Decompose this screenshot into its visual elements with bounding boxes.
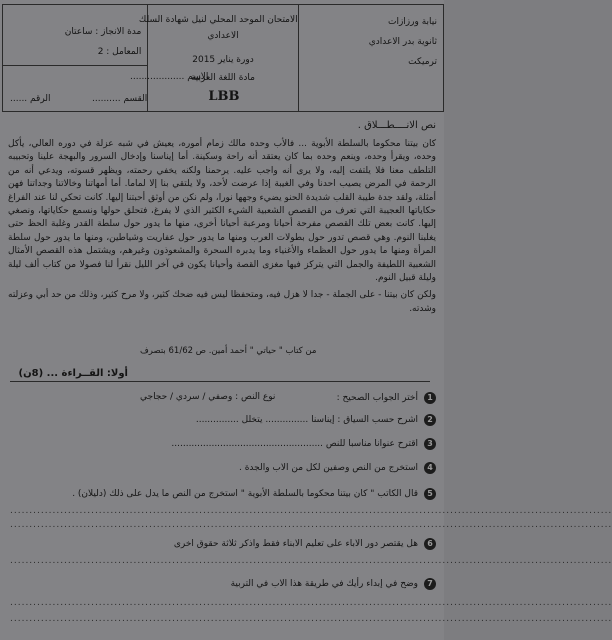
section-divider: [10, 381, 430, 382]
question-1-options[interactable]: نوع النص : وصفي / سردي / حجاجي: [140, 392, 276, 402]
exam-subject: مادة اللغة العربية: [191, 73, 255, 83]
question-number-1: 1: [424, 392, 436, 404]
question-number-6: 6: [424, 538, 436, 550]
reading-passage: [8, 138, 436, 320]
question-3-text: اقترح عنوانا مناسبا للنص .....................................................: [171, 439, 418, 449]
reading-section-title: أولا: القــراءة ... (8ن): [18, 368, 128, 379]
question-1-text: أختر الجواب الصحيح :: [336, 393, 418, 403]
exam-duration: مدة الانجاز : ساعتان: [64, 27, 142, 37]
question-number-2: 2: [424, 414, 436, 426]
town-name: ترميكت: [408, 57, 437, 67]
student-name-field[interactable]: الاسم ...................: [130, 72, 209, 82]
question-1: [337, 392, 436, 404]
student-class-field[interactable]: القسم ..........: [92, 94, 148, 104]
question-3: [171, 438, 436, 450]
question-4-text: استخرج من النص وصفين لكل من الاب والجدة .: [239, 463, 418, 473]
passage-source: من كتاب " حياتي " أحمد أمين. ص 61/62 بتصرف: [140, 346, 317, 356]
header-center-column: [138, 5, 298, 111]
header-divider: [3, 65, 147, 66]
question-6-text: هل يقتصر دور الاباء على تعليم الابناء فقط واذكر ثلاثة حقوق اخرى: [173, 539, 418, 549]
exam-title: الامتحان الموحد المحلي لنيل شهادة السلك: [138, 15, 298, 25]
answer-line-7b[interactable]: ............................................................................................................................................................: [10, 614, 612, 624]
handwritten-mark: LBB: [208, 89, 240, 104]
exam-header: [2, 4, 444, 112]
answer-line-5a[interactable]: ............................................................................................................................................................: [10, 506, 612, 516]
answer-line-7a[interactable]: ............................................................................................................................................................: [10, 598, 612, 608]
text-title: نص الانــــطـــلاق .: [357, 120, 436, 131]
exam-coefficient: المعامل : 2: [97, 47, 142, 57]
question-number-7: 7: [424, 578, 436, 590]
exam-level: الاعدادي: [207, 31, 239, 41]
answer-line-5b[interactable]: ............................................................................................................................................................: [10, 520, 612, 530]
question-2-text: اشرح حسب السياق : إيناسنا ............... يتخلل ...............: [195, 415, 418, 425]
student-number-field[interactable]: الرقم ......: [10, 94, 51, 104]
question-2: [196, 414, 436, 426]
question-4: [239, 462, 436, 474]
question-number-3: 3: [424, 438, 436, 450]
question-6: [174, 538, 436, 550]
question-number-5: 5: [424, 488, 436, 500]
header-right-column: [298, 5, 443, 111]
school-name: ثانوية بدر الاعدادي: [368, 37, 437, 47]
passage-paragraph-2: ولكن كان بيتنا - على الجملة - جدا لا هزل فيه، ومتحفظا ليس فيه ضحك كثير، ولا مرح كثير، وذلك من حد أبي وعزلته وشدته.: [8, 290, 436, 314]
question-7-text: وضح في إبداء رأيك في طريقة هذا الاب في التربية: [230, 579, 418, 589]
directorate-label: نيابة ورزازات: [387, 17, 437, 27]
question-5: [72, 488, 436, 500]
exam-session: دورة يناير 2015: [192, 55, 254, 65]
question-5-text: قال الكاتب " كان بيتنا محكوما بالسلطة الأبوية " استخرج من النص ما يدل على ذلك (دليلان) .: [72, 489, 418, 499]
answer-line-6[interactable]: ............................................................................................................................................................: [10, 556, 612, 566]
question-7: [231, 578, 436, 590]
question-number-4: 4: [424, 462, 436, 474]
passage-paragraph-1: كان بيتنا محكوما بالسلطة الأبوية ... فالأب وحده مالك زمام أموره، يعيش في شبه عزلة في دوره العالي، يأكل وحده، ويقرأ وحده، وينعم وحده بما كان يعتقد أنه راحة وسكينة. أما إيناسنا وإدخال السرور والبهجة علينا وتحبيبه التلطف معنا فلا يلتفت إليه، ولا يرى أنه واجب عليه. يرحمنا ولكنه يخفي رحمته، ويظهر قسوته، ويدعي أنه من الرحمة في المرض يصيب احدنا وفي الغيبة إذا عرضت لأحد، ولا يلتقي بنا إلا لماما. أما أمهاتنا وخالاتنا وجداتنا فهن أمثلة، ولقد جدة طيبة القلب شديدة الحنو يضيء وجهها نورا، ولم نكن من أوثق أحبتنا إليها. كانت تحكي لنا عند الفراغ حكاياتها العجيبة التي تعرف من القصص الشعبية الشيء الكثير الذي لا يفرغ، فتحلق حولها ونسمع حكاياتها، ونصغي إليها. كانت بعض تلك القصص مفرحة أحيانا ومرعبة أحيانا أخرى، منها ما يدور حول سلطة القدر وغلبة الحظ حتى يغلبنا النوم. وهي قصص تدور حول بطولات العرب ومنها ما يدور حول عفاريت وشياطين، ومنها ما يدور حول سلطة المرأة ومنها ما يدور حول العظماء والأغنياء وما يدبره السحرة والمشعوذون وغيرهم، ويشتمل هذه القصص الأمثال الشعبية اللطيفة والجمل التي يتركز فيها مغزى القصة وأحيانا يكون في آخر الليل نقرأ لنا فصولا من كتاب ألف ليلة وليلة قبيل النوم.: [8, 139, 436, 284]
